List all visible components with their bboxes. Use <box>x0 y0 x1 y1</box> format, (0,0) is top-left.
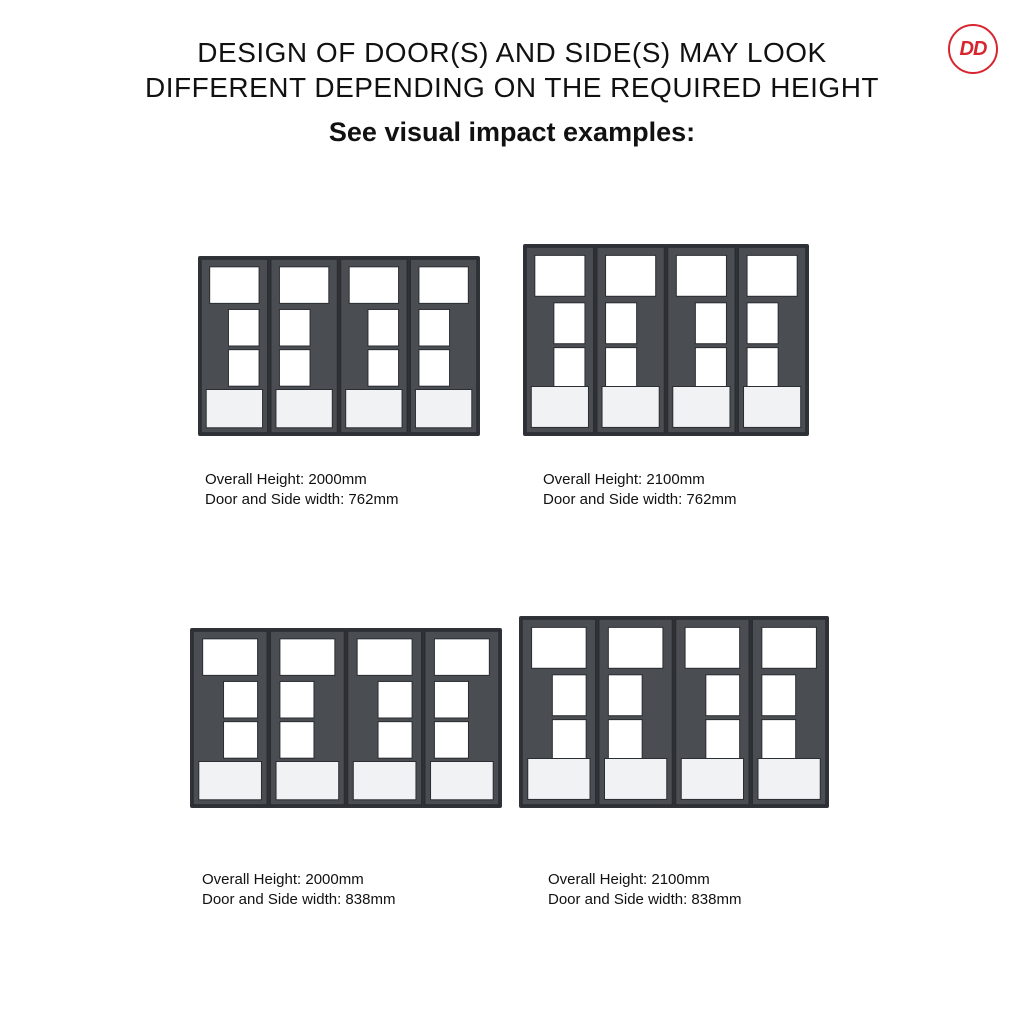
glass-pane <box>608 720 642 761</box>
glass-pane <box>280 722 314 759</box>
door-side-width-label: Door and Side width: 838mm <box>548 891 742 908</box>
glass-pane <box>762 627 817 668</box>
glass-pane <box>419 350 450 387</box>
overall-height-label: Overall Height: 2100mm <box>548 871 710 888</box>
frosted-glass-pane <box>276 762 339 800</box>
door-panel <box>526 247 594 433</box>
frosted-glass-pane <box>531 387 588 428</box>
glass-pane <box>434 639 489 676</box>
glass-pane <box>378 722 412 759</box>
door-panel <box>201 259 268 433</box>
frosted-glass-pane <box>415 390 471 428</box>
door-panel <box>193 631 267 805</box>
door-panel <box>425 631 499 805</box>
glass-pane <box>419 267 468 304</box>
glass-pane <box>608 627 663 668</box>
frosted-glass-pane <box>528 759 590 800</box>
door-panel <box>599 619 673 805</box>
door-set-illustration-2 <box>523 244 809 436</box>
glass-pane <box>368 309 399 346</box>
glass-pane <box>357 639 412 676</box>
door-panel <box>668 247 736 433</box>
door-side-width-label: Door and Side width: 762mm <box>205 491 399 508</box>
door-set-illustration-4 <box>519 616 829 808</box>
door-set-illustration-3 <box>190 628 502 808</box>
glass-pane <box>706 720 740 761</box>
door-set-illustration-1 <box>198 256 480 436</box>
glass-pane <box>378 681 412 718</box>
glass-pane <box>434 722 468 759</box>
glass-pane <box>685 627 740 668</box>
glass-pane <box>606 255 656 296</box>
glass-pane <box>552 675 586 716</box>
glass-pane <box>532 627 587 668</box>
glass-pane <box>554 348 585 389</box>
glass-pane <box>695 348 726 389</box>
glass-pane <box>228 309 259 346</box>
glass-pane <box>747 255 797 296</box>
glass-pane <box>280 681 314 718</box>
glass-pane <box>228 350 259 387</box>
door-panel <box>270 631 344 805</box>
glass-pane <box>224 681 258 718</box>
page-subtitle: See visual impact examples: <box>328 117 696 147</box>
caption-example-4 <box>548 870 741 910</box>
door-panel <box>410 259 477 433</box>
frosted-glass-pane <box>206 390 262 428</box>
frosted-glass-pane <box>681 759 743 800</box>
glass-pane <box>606 348 637 389</box>
overall-height-label: Overall Height: 2000mm <box>205 471 367 488</box>
door-panel <box>522 619 596 805</box>
door-panel <box>271 259 338 433</box>
glass-pane <box>203 639 258 676</box>
glass-pane <box>349 267 398 304</box>
frosted-glass-pane <box>673 387 730 428</box>
frosted-glass-pane <box>346 390 402 428</box>
frosted-glass-pane <box>602 387 659 428</box>
glass-pane <box>552 720 586 761</box>
door-panel <box>341 259 408 433</box>
caption-example-3 <box>202 870 395 910</box>
glass-pane <box>280 639 335 676</box>
glass-pane <box>419 309 450 346</box>
glass-pane <box>434 681 468 718</box>
glass-pane <box>762 675 796 716</box>
glass-pane <box>747 348 778 389</box>
brand-logo: DD <box>948 24 998 74</box>
caption-example-1 <box>205 470 398 510</box>
door-panel <box>752 619 826 805</box>
glass-pane <box>368 350 399 387</box>
frosted-glass-pane <box>605 759 667 800</box>
frosted-glass-pane <box>353 762 416 800</box>
glass-pane <box>606 303 637 344</box>
door-panel <box>738 247 806 433</box>
overall-height-label: Overall Height: 2000mm <box>202 871 364 888</box>
glass-pane <box>706 675 740 716</box>
caption-example-2 <box>543 470 736 510</box>
glass-pane <box>747 303 778 344</box>
headline-line-2: DIFFERENT DEPENDING ON THE REQUIRED HEIGHT <box>144 72 880 103</box>
glass-pane <box>535 255 585 296</box>
frosted-glass-pane <box>758 759 820 800</box>
glass-pane <box>762 720 796 761</box>
headline-line-1: DESIGN OF DOOR(S) AND SIDE(S) MAY LOOK <box>197 37 827 68</box>
door-side-width-label: Door and Side width: 838mm <box>202 891 396 908</box>
glass-pane <box>279 309 310 346</box>
door-panel <box>676 619 750 805</box>
frosted-glass-pane <box>744 387 801 428</box>
glass-pane <box>279 267 328 304</box>
glass-pane <box>224 722 258 759</box>
glass-pane <box>210 267 259 304</box>
frosted-glass-pane <box>276 390 332 428</box>
door-panel <box>348 631 422 805</box>
glass-pane <box>695 303 726 344</box>
frosted-glass-pane <box>431 762 494 800</box>
glass-pane <box>279 350 310 387</box>
door-panel <box>597 247 665 433</box>
glass-pane <box>608 675 642 716</box>
glass-pane <box>676 255 726 296</box>
overall-height-label: Overall Height: 2100mm <box>543 471 705 488</box>
glass-pane <box>554 303 585 344</box>
door-side-width-label: Door and Side width: 762mm <box>543 491 737 508</box>
frosted-glass-pane <box>199 762 262 800</box>
